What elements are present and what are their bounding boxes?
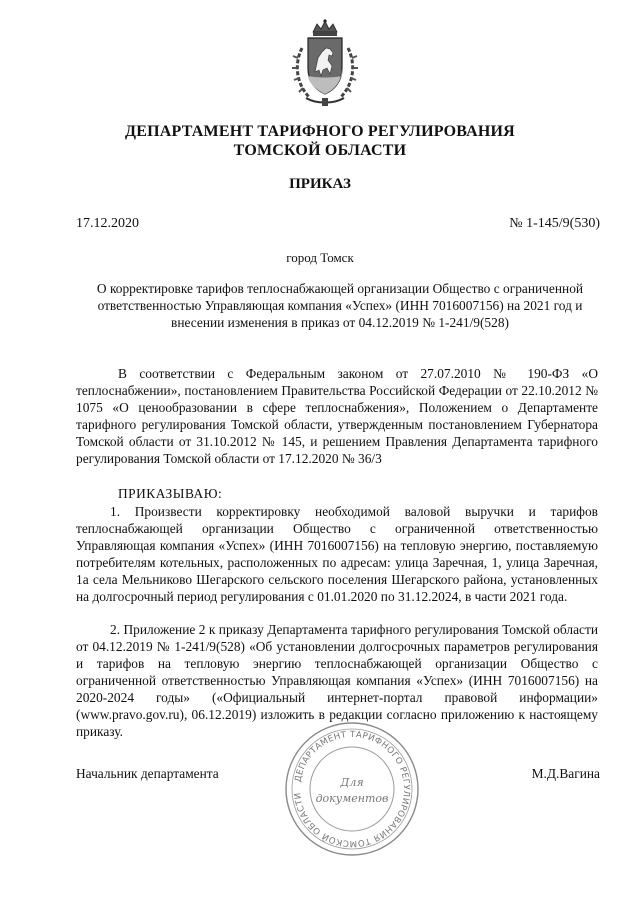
order-item-2: 2. Приложение 2 к приказу Департамента тарифного регулирования Томской области от 04.12.2019 № 1-241/9(528) «Об установлении долгосрочных параметров регулирования и тарифов на тепловую энергию теплоснабжающей организации Общество с ограниченной ответственностью Управляющая компания «Успех» (ИНН 7016007156) на 2020-2024 годы» («Официальный интернет-портал правовой информации» (www.pravo.gov.ru), 06.12.2019) изложить в редакции согласно приложению к настоящему приказу.	[76, 622, 598, 739]
department-name-line2: ТОМСКОЙ ОБЛАСТИ	[233, 142, 407, 159]
signer-position: Начальник департамента	[76, 766, 219, 781]
document-type: ПРИКАЗ	[289, 176, 351, 192]
document-city: город Томск	[286, 250, 354, 265]
stamp-ring-text: ДЕПАРТАМЕНТ ТАРИФНОГО РЕГУЛИРОВАНИЯ ТОМСКОЙ ОБЛАСТИ	[293, 729, 412, 849]
document-number: № 1-145/9(530)	[509, 216, 600, 231]
document-date: 17.12.2020	[76, 216, 139, 231]
svg-text:ДЕПАРТАМЕНТ ТАРИФНОГО РЕГУЛИРО	[293, 730, 411, 848]
preamble-paragraph: В соответствии с Федеральным законом от 27.07.2010 № 190-ФЗ «О теплоснабжении», постановлением Правительства Российской Федерации от 22.10.2012 № 1075 «О ценообразовании в сфере теплоснабжения», Положением о Департаменте тарифного регулирования Томской области, утвержденным постановлением Губернатора Томской области от 31.10.2012 № 145, и решением Правления Департамента тарифного регулирования Томской области от 17.12.2020 № 36/3	[76, 366, 598, 466]
official-stamp	[283, 720, 421, 858]
order-item-1: 1. Произвести корректировку необходимой валовой выручки и тарифов теплоснабжающей организации Общество с ограниченной ответственностью Управляющая компания «Успех» (ИНН 7016007156) на тепловую энергию, поставляемую потребителям котельных, расположенных по адресам: улица Заречная, 1, улица Заречная, 1а села Мельниково Шегарского сельского поселения Шегарского района, установленных на долгосрочный период регулирования с 01.01.2020 по 31.12.2024, в части 2021 года.	[76, 504, 598, 604]
order-heading: ПРИКАЗЫВАЮ:	[118, 486, 223, 501]
coat-of-arms-emblem	[288, 18, 362, 108]
stamp-center-line1: Для	[340, 776, 364, 789]
document-subject: О корректировке тарифов теплоснабжающей организации Общество с ограниченной ответственностью Управляющая компания «Успех» (ИНН 7016007156) на 2021 год и внесении изменения в приказ от 04.12.2019 № 1-241/9(528)	[96, 281, 584, 330]
signer-name: М.Д.Вагина	[531, 766, 600, 781]
department-name-line1: ДЕПАРТАМЕНТ ТАРИФНОГО РЕГУЛИРОВАНИЯ	[125, 123, 515, 140]
stamp-center-line2: документов	[315, 792, 389, 805]
